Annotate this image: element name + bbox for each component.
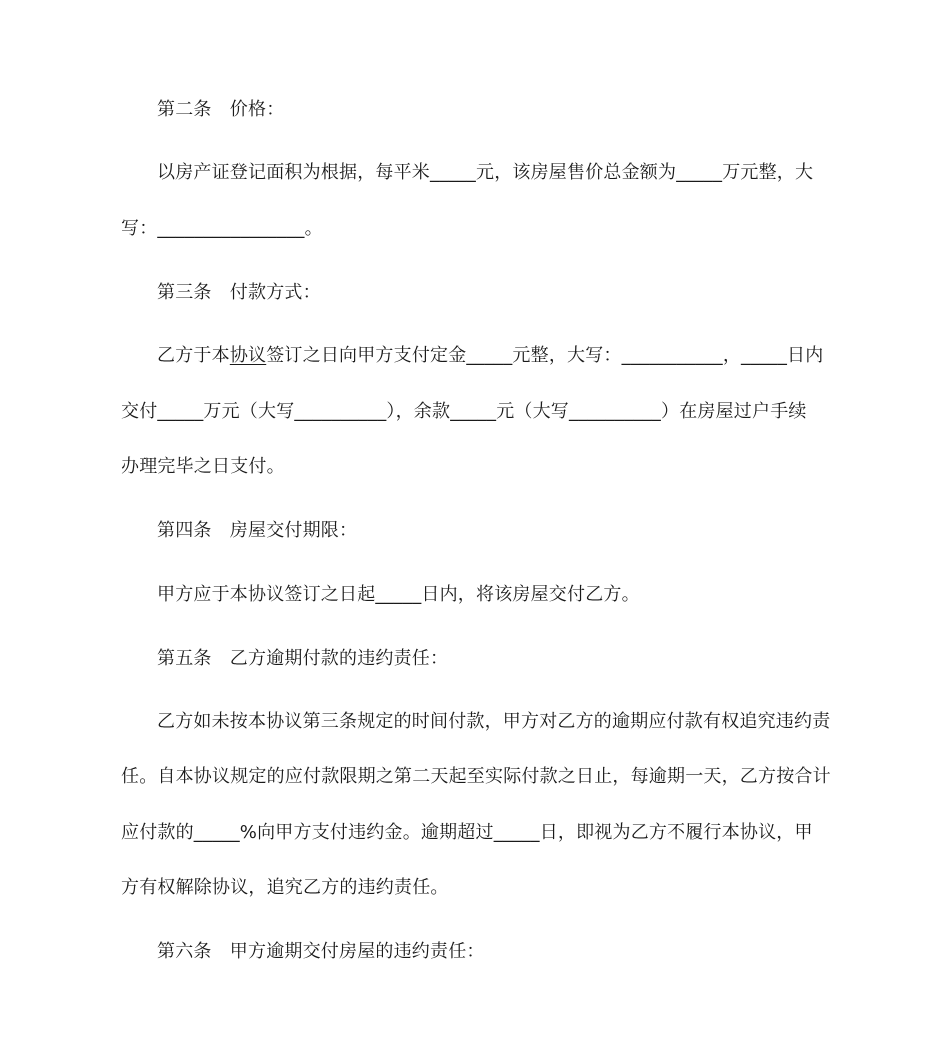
payment-paragraph-line-2: 交付_____万元（大写__________），余款_____元（大写__________）在房屋过户手续 — [121, 401, 807, 422]
late-payment-paragraph-line-4: 方有权解除协议，追究乙方的违约责任。 — [121, 877, 449, 898]
article-5-heading: 第五条 乙方逾期付款的违约责任： — [157, 648, 449, 669]
late-payment-paragraph-line-2: 任。自本协议规定的应付款限期之第二天起至实际付款之日止，每逾期一天，乙方按合计 — [121, 766, 831, 787]
price-paragraph-line-1: 以房产证登记面积为根据，每平米_____元，该房屋售价总金额为_____万元整，大 — [157, 162, 814, 183]
article-2-heading: 第二条 价格： — [157, 99, 285, 120]
late-payment-paragraph-line-1: 乙方如未按本协议第三条规定的时间付款，甲方对乙方的逾期应付款有权追究违约责 — [157, 711, 831, 732]
late-payment-paragraph-line-3: 应付款的_____%向甲方支付违约金。逾期超过_____日，即视为乙方不履行本协议，甲 — [121, 822, 813, 843]
agreement-underlined-word: 协议 — [229, 345, 267, 366]
article-4-heading: 第四条 房屋交付期限： — [157, 520, 358, 541]
article-3-heading: 第三条 付款方式： — [157, 282, 321, 303]
payment-text-after: 签订之日向甲方支付定金_____元整，大写：___________，_____日内 — [266, 345, 824, 366]
payment-paragraph-line-1 — [157, 344, 877, 368]
delivery-paragraph: 甲方应于本协议签订之日起_____日内，将该房屋交付乙方。 — [157, 584, 640, 605]
payment-text-before: 乙方于本 — [157, 345, 230, 366]
price-paragraph-line-2: 写：________________。 — [121, 218, 323, 239]
article-6-heading: 第六条 甲方逾期交付房屋的违约责任： — [157, 941, 485, 962]
payment-paragraph-line-3: 办理完毕之日支付。 — [121, 456, 285, 477]
